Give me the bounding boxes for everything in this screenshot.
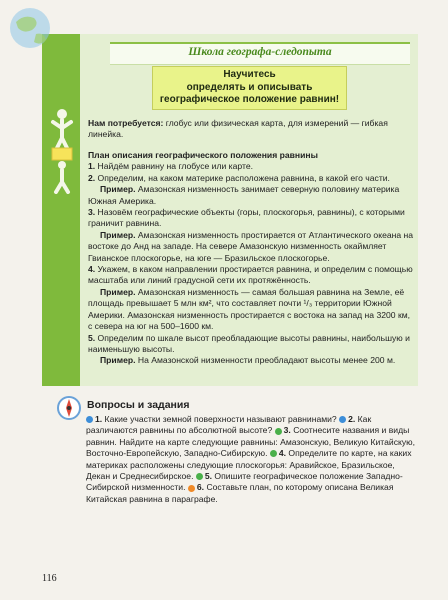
topic-box bbox=[152, 66, 347, 110]
level-dot-green bbox=[275, 428, 282, 435]
level-dot-blue bbox=[86, 416, 93, 423]
need-paragraph: Нам потребуется: глобус или физическая карта, для измерений — гибкая линейка. bbox=[88, 118, 388, 140]
plan-step-1: 1. Найдём равнину на глобусе или карте. bbox=[88, 161, 254, 172]
page-number: 116 bbox=[42, 573, 57, 584]
plan-example-3: Пример. Амазонская низменность простирается от Атлантического океана на востоке до Анд на западе. На севере Амазонскую низменность окаймляет Гвианское плоскогорье, на юге — Бразильское плоскогорье. bbox=[88, 229, 414, 263]
compass-icon bbox=[56, 395, 82, 421]
plan-example-2: Пример. Амазонская низменность занимает северную половину материка Южная Америка. bbox=[88, 184, 400, 206]
school-header bbox=[110, 42, 410, 65]
globe-icon bbox=[6, 4, 66, 64]
green-sidebar-bar bbox=[42, 34, 80, 386]
topic-title: Научитесь определять и описывать географическое положение равнин! bbox=[159, 69, 340, 105]
school-title: Школа географа-следопыта bbox=[188, 46, 332, 58]
level-dot-green bbox=[196, 473, 203, 480]
level-dot-orange bbox=[188, 485, 195, 492]
plan-example-4: Пример. Амазонская низменность — самая большая равнина на Земле, её площадь превышает 5 млн км², что составляет почти ¹/₃ территории Южной Америки. Амазонская низменность простирается с востока на запад на 3200 км, с севера на юг на 500–1600 км. bbox=[88, 286, 411, 332]
person-with-book-icon bbox=[50, 146, 74, 194]
plan-title: План описания географического положения равнины bbox=[88, 150, 318, 160]
plan-step-2: 2. Определим, на каком материке расположена равнина, в какой его части. bbox=[88, 172, 390, 183]
plan-step-5: 5. Определим по шкале высот преобладающие высоты равнины, наибольшую и наименьшую высоты. bbox=[88, 332, 410, 354]
plan-block bbox=[88, 150, 414, 367]
level-dot-blue bbox=[339, 416, 346, 423]
questions-block: 1. Какие участки земной поверхности называют равнинами? 2. Как различаются равнины по абсолютной высоте? 3. Соотнесите названия и виды равнин. Найдите на карте следующие равнины: Амазонскую, Великую Китайскую, Восточно-Европейскую, Западно-Сибирскую. 4. Определите по карте, на каких материках расположены следующие плоскогорья: Аравийское, Бразильское, Декан и Среднесибирское. 5. Опишите географическое положение Западно-Сибирской низменности. 6. Составьте план, по которому описана Великая Китайская равнина в параграфе. bbox=[86, 414, 415, 504]
level-dot-green bbox=[270, 450, 277, 457]
plan-example-5: Пример. На Амазонской низменности преобладают высоты менее 200 м. bbox=[100, 355, 396, 366]
questions-title: Вопросы и задания bbox=[87, 399, 190, 411]
plan-step-3: 3. Назовём географические объекты (горы, плоскогорья, равнины), с которыми граничит равнина. bbox=[88, 207, 405, 229]
plan-step-4: 4. Укажем, в каком направлении простирается равнина, и определим с помощью масштаба или линий градусной сети их протяжённость. bbox=[88, 264, 413, 286]
